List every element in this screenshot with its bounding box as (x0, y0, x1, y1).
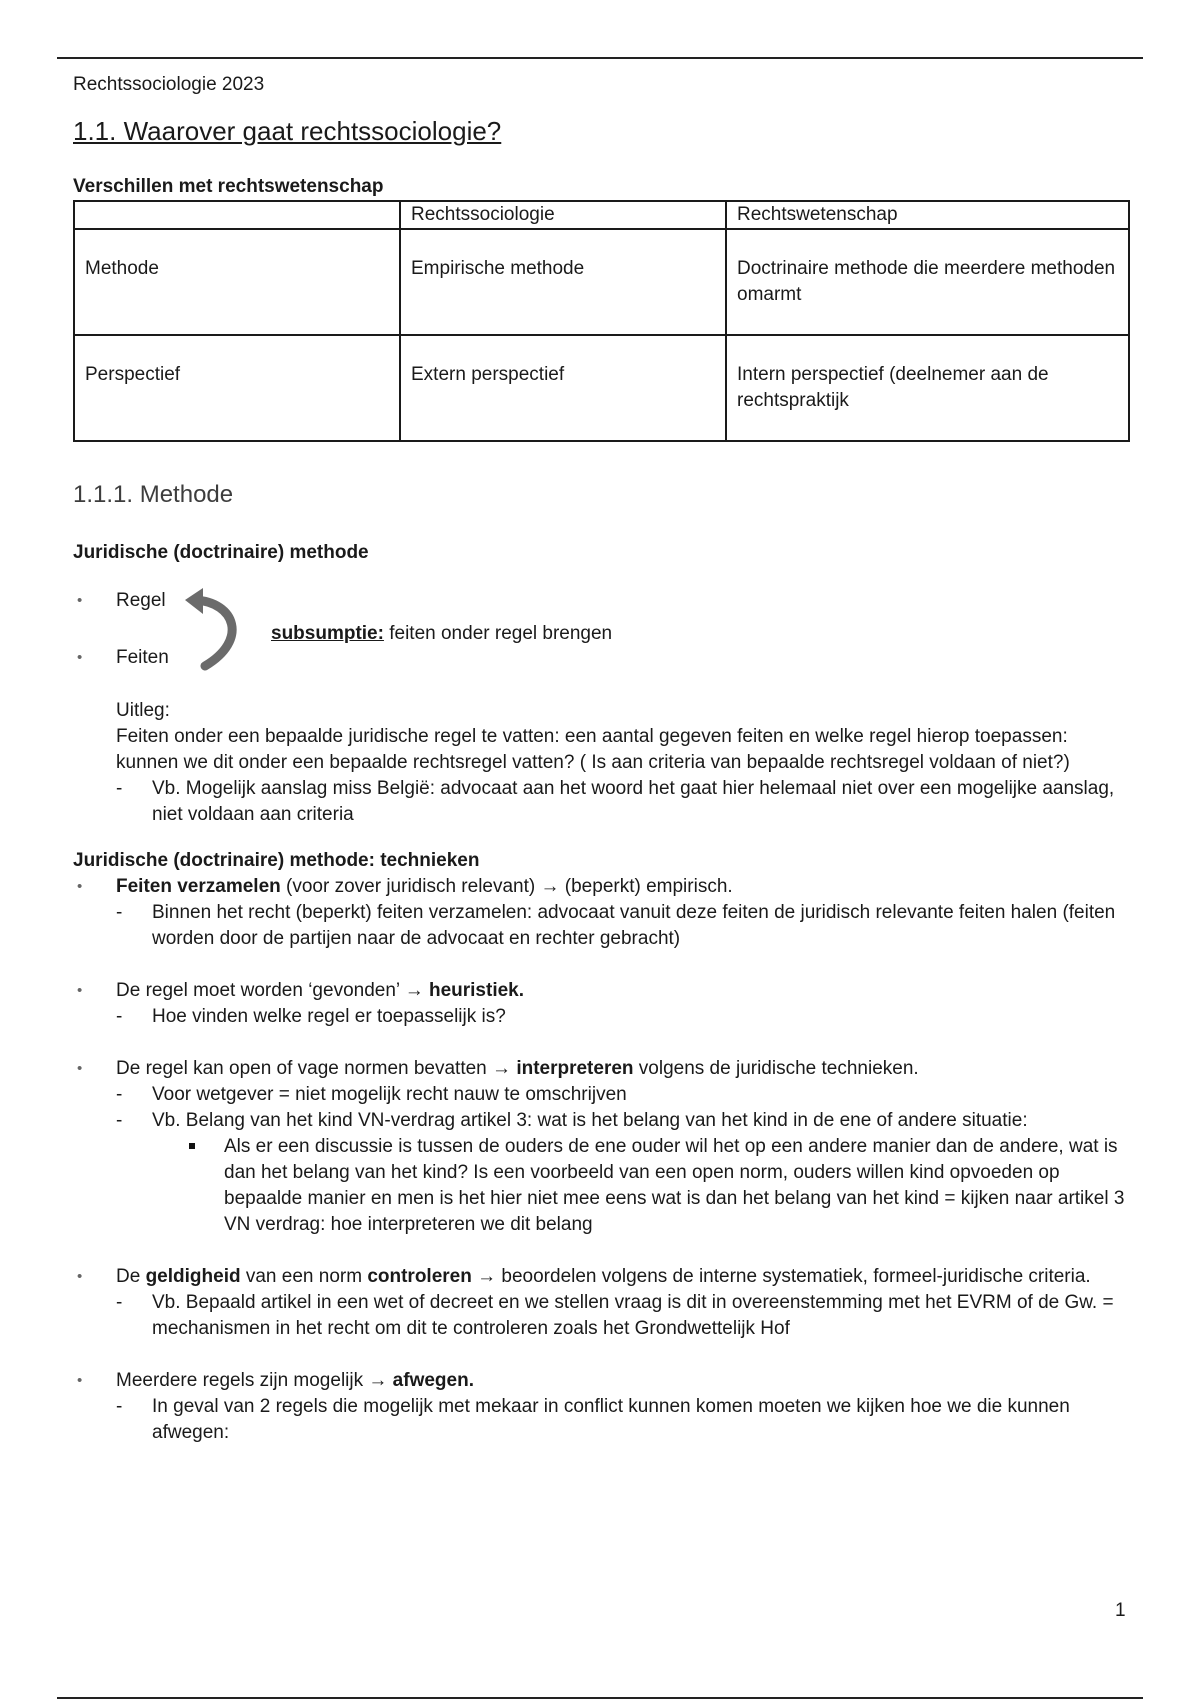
page-header: Rechtssociologie 2023 (73, 74, 265, 95)
technique-subitem: - Binnen het recht (beperkt) feiten verzamelen: advocaat vanuit deze feiten de juridisch relevante feiten halen (feiten worden door de partijen naar de advocaat en rechter gebracht) (73, 900, 1131, 952)
subsumptie-definition (271, 621, 612, 647)
technique-bold: interpreteren (516, 1058, 634, 1079)
technique-bold: controleren (367, 1266, 472, 1287)
technique-bold: heuristiek. (428, 980, 525, 1001)
technique-bold: Feiten verzamelen (116, 876, 281, 897)
top-rule (57, 57, 1143, 59)
technique-text: Meerdere regels zijn mogelijk → (116, 1370, 393, 1391)
table-header-cell: Rechtswetenschap (726, 201, 1129, 229)
subsumptie-text: feiten onder regel brengen (383, 623, 613, 644)
technique-item (73, 978, 1131, 1004)
subsumptie-term: subsumptie: (271, 623, 384, 644)
technique-subitem: - In geval van 2 regels die mogelijk met mekaar in conflict kunnen komen moeten we kijken hoe we die kunnen afwegen: (73, 1394, 1131, 1446)
table-header-cell: Rechtssociologie (400, 201, 726, 229)
bullet-regel: • Regel (73, 588, 316, 614)
uitleg-label: Uitleg: (116, 700, 170, 721)
technique-item (73, 1264, 1131, 1290)
technique-text: De regel moet worden ‘gevonden’ → (116, 980, 429, 1001)
section-title-1-1: 1.1. Waarover gaat rechtssociologie? (73, 116, 502, 146)
table-cell: Empirische methode (400, 229, 726, 335)
document-page (73, 72, 1131, 1446)
technique-subitem: - Vb. Belang van het kind VN-verdrag artikel 3: wat is het belang van het kind in de ene of andere situatie: (73, 1108, 1131, 1134)
technique-text: De regel kan open of vage normen bevatten → (116, 1058, 517, 1079)
table-cell: Intern perspectief (deelnemer aan de rechtspraktijk (726, 335, 1129, 441)
technique-subitem: - Voor wetgever = niet mogelijk recht nauw te omschrijven (73, 1082, 1131, 1108)
bullet-feiten: • Feiten (73, 645, 316, 671)
technique-bold: geldigheid (145, 1266, 241, 1287)
section-title-1-1-1: 1.1.1. Methode (73, 481, 234, 508)
technique-subitem: - Vb. Bepaald artikel in een wet of decreet en we stellen vraag is dit in overeenstemming met het EVRM of de Gw. = mechanismen in het recht om dit te controleren zoals het Grondwettelijk Hof (73, 1290, 1131, 1342)
technique-bold: afwegen. (392, 1370, 474, 1391)
table-row (74, 335, 1129, 441)
technique-item (73, 1056, 1131, 1082)
table-cell: Doctrinaire methode die meerdere methoden omarmt (726, 229, 1129, 335)
technique-item (73, 874, 1131, 900)
table-title: Verschillen met rechtswetenschap (73, 176, 384, 197)
technique-text: volgens de juridische technieken. (633, 1058, 919, 1079)
bottom-rule (57, 1697, 1143, 1699)
technique-text: → beoordelen volgens de interne systematiek, formeel-juridische criteria. (471, 1266, 1091, 1287)
technique-subsubitem: Als er een discussie is tussen de ouders de ene ouder wil het op een andere manier dan de andere, wat is dan het belang van het kind? Is een voorbeeld van een open norm, ouders willen kind opvoeden op bepaalde manier en men is het hier niet mee eens wat is dan het belang van het kind = kijken naar artikel 3 VN verdrag: hoe interpreteren we dit belang (73, 1134, 1131, 1238)
page-number: 1 (1115, 1600, 1126, 1621)
uitleg-text: Feiten onder een bepaalde juridische regel te vatten: een aantal gegeven feiten en welke regel hierop toepassen: kunnen we dit onder een bepaalde rechtsregel vatten? ( Is aan criteria van bepaalde rechtsregel voldaan of niet?) (116, 726, 1070, 773)
table-cell-label: Methode (74, 229, 400, 335)
table-header-row (74, 201, 1129, 229)
technique-text: De (116, 1266, 146, 1287)
juridische-methode-title: Juridische (doctrinaire) methode (73, 542, 369, 563)
table-header-cell (74, 201, 400, 229)
subsumptie-diagram (73, 588, 1131, 678)
technique-text: van een norm (240, 1266, 368, 1287)
comparison-table (73, 200, 1130, 442)
technique-subitem: - Hoe vinden welke regel er toepasselijk is? (73, 1004, 1131, 1030)
table-cell-label: Perspectief (74, 335, 400, 441)
technieken-title: Juridische (doctrinaire) methode: technieken (73, 850, 480, 871)
example-item: - Vb. Mogelijk aanslag miss België: advocaat aan het woord het gaat hier helemaal niet over een mogelijke aanslag, niet voldaan aan criteria (73, 776, 1131, 828)
table-cell: Extern perspectief (400, 335, 726, 441)
technique-text: (voor zover juridisch relevant) → (beperkt) empirisch. (280, 876, 733, 897)
table-row (74, 229, 1129, 335)
curved-arrow-icon (183, 588, 253, 678)
technique-item (73, 1368, 1131, 1394)
